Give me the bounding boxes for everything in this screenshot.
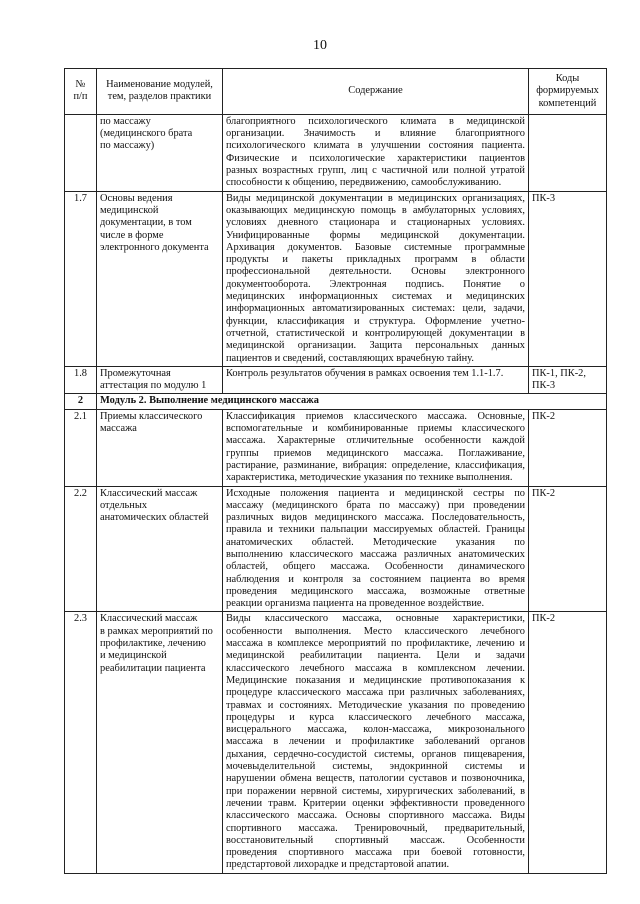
table-header-row xyxy=(65,69,607,115)
content-line: проведения спортивного массажа при боевой готовности, xyxy=(226,847,525,859)
content-line: процедуры и курса классического лечебного массажа, xyxy=(226,711,525,723)
row-number xyxy=(65,114,97,191)
content-line: мочевыделительной системы, эндокринной системы и xyxy=(226,761,525,773)
topic-name xyxy=(97,612,223,873)
content-line: массажу (медицинского брата по массажу) при проведении xyxy=(226,499,525,511)
content-line: Виды медицинской документации в медицинских организациях, xyxy=(226,192,525,204)
topic-content xyxy=(223,612,529,873)
topic-name-line: медицинской xyxy=(100,204,159,216)
competency-codes xyxy=(529,366,607,394)
content-line: наблюдения и контроля за состоянием пациента во время xyxy=(226,573,525,585)
topic-name-line: аттестация по модулю 1 xyxy=(100,380,207,392)
content-line: лечении травм. Критерии оценки эффективности проведенного xyxy=(226,797,525,809)
topic-name-line: анатомических областей xyxy=(100,512,209,524)
content-line: растирание, разминание, вибрация: определение, классификация, xyxy=(226,459,525,471)
content-line: способности к общению, передвижению, самообслуживанию. xyxy=(226,177,502,189)
content-line: массажа в лечении и профилактике заболеваний органов xyxy=(226,736,525,748)
row-number: 1.8 xyxy=(65,366,97,394)
content-line: Виды классического массажа, основные характеристики, xyxy=(226,613,525,625)
content-line: функции, классификация и структура. Оформление учетно- xyxy=(226,315,525,327)
content-line: классического лечебного массажа в комплексном лечении. xyxy=(226,662,525,674)
topic-name xyxy=(97,191,223,366)
table-row xyxy=(65,409,607,486)
competency-codes xyxy=(529,486,607,612)
header-num: № п/п xyxy=(65,69,97,115)
topic-content xyxy=(223,486,529,612)
content-line: классического массажа. Основы спортивного массажа. Виды xyxy=(226,810,525,822)
topic-name-line: числе в форме xyxy=(100,229,164,241)
topic-name-line: Промежуточная xyxy=(100,367,171,379)
topic-content xyxy=(223,114,529,191)
content-line: медицинской организации. Защита персональных данных xyxy=(226,340,525,352)
competency-code: ПК-2 xyxy=(532,613,556,625)
content-line: анатомических областей. Методические указания по xyxy=(226,536,525,548)
row-number: 1.7 xyxy=(65,191,97,366)
module-title: Модуль 2. Выполнение медицинского массажа xyxy=(97,394,607,409)
table-body xyxy=(65,114,607,873)
content-line: выполнению классического массажа различных анатомических xyxy=(226,548,525,560)
content-line: Исходные положения пациента и медицинской сестры по xyxy=(226,487,525,499)
content-line: Архивация документов. Базовые системные программные xyxy=(226,241,525,253)
content-line: отчетной, статистической и контролирующей документации в xyxy=(226,327,525,339)
content-line: предстартовой лихорадке и предстартовой апатии. xyxy=(226,859,450,871)
content-line: профессиональной деятельности. Основы электронного xyxy=(226,266,525,278)
content-line: продукты и пакеты прикладных программ в области xyxy=(226,254,525,266)
topic-name-line: Приемы классического xyxy=(100,410,203,422)
row-number: 2.1 xyxy=(65,409,97,486)
content-line: Унифицированные формы медицинской документации. xyxy=(226,229,525,241)
content-line: благоприятного психологического климата в медицинской xyxy=(226,115,525,127)
content-line: нарушении обмена веществ, патологии суставов и позвоночника, xyxy=(226,773,525,785)
content-line: оказывающих медицинскую помощь в амбулаторных условиях, xyxy=(226,204,525,216)
competency-code: ПК-2 xyxy=(532,487,556,499)
content-line: разных возрастных групп, лиц с частичной или полной утратой xyxy=(226,165,525,177)
content-line: Медицинские показания и медицинские противопоказания к xyxy=(226,674,525,686)
topic-content xyxy=(223,409,529,486)
content-line: характеристика, методические указания по технике выполнения. xyxy=(226,472,513,484)
topic-name-line: и медицинской xyxy=(100,650,167,662)
competency-codes xyxy=(529,612,607,873)
content-line: документооборота. Электронная подпись. Понятие о xyxy=(226,278,525,290)
competency-code: ПК-3 xyxy=(532,192,556,204)
content-line: спортивного массажа. Тренировочный, предварительный, xyxy=(226,822,525,834)
content-line: висцерального массажа, колон-массажа, микрозонального xyxy=(226,724,525,736)
topic-name-line: по массажу) xyxy=(100,140,155,152)
page-number: 10 xyxy=(313,38,327,53)
content-line: пациентов и сведений, составляющих врачебную тайну. xyxy=(226,352,474,364)
table-row xyxy=(65,114,607,191)
content-line: дыхания, сердечно-сосудистой системы, органов пищеварения, xyxy=(226,748,525,760)
competency-codes xyxy=(529,191,607,366)
topic-name-line: Классический массаж xyxy=(100,613,198,625)
content-line: различных видов медицинского массажа. Последовательность, xyxy=(226,512,525,524)
content-line: медицинской реабилитации пациента. Цели и задачи xyxy=(226,650,525,662)
topic-name-line: электронного документа xyxy=(100,241,209,253)
content-line: медицинских информационных системах и медицинских xyxy=(226,291,525,303)
content-line: массажа в комплексе мероприятий по профилактике, лечению и xyxy=(226,638,525,650)
content-line: информационных автоматизированных системах: цели, задачи, xyxy=(226,303,525,315)
topic-name-line: Классический массаж xyxy=(100,487,198,499)
competency-code: ПК-2 xyxy=(532,410,556,422)
header-name: Наименование модулей, тем, разделов практики xyxy=(97,69,223,115)
competency-codes xyxy=(529,114,607,191)
content-line: реакции организма пациента на проведенное воздействие. xyxy=(226,598,485,610)
topic-name-line: реабилитации пациента xyxy=(100,662,206,674)
table-row xyxy=(65,486,607,612)
topic-name xyxy=(97,114,223,191)
topic-name-line: отдельных xyxy=(100,499,148,511)
curriculum-table xyxy=(64,68,607,874)
content-line: группы приемов медицинского массажа. Поглаживание, xyxy=(226,447,525,459)
content-line: областей, общего массажа. Особенности динамического xyxy=(226,561,525,573)
competency-code: ПК-1, ПК-2, xyxy=(532,367,586,379)
content-line: массажа. Характерные отличительные особенности каждой xyxy=(226,435,525,447)
content-line: психологического климата в улучшении состояния пациента. xyxy=(226,140,525,152)
content-line: Классификация приемов классического массажа. Основные, xyxy=(226,410,525,422)
topic-name-line: по массажу xyxy=(100,115,151,127)
content-line: условиях дневного стационара и стационарных условиях. xyxy=(226,217,525,229)
header-content: Содержание xyxy=(223,69,529,115)
content-line: Физические и психологические характеристики пациентов xyxy=(226,152,525,164)
header-codes: Коды формируемых компетенций xyxy=(529,69,607,115)
topic-name-line: Основы ведения xyxy=(100,192,173,204)
content-line: правила и техники пальпации массируемых областей. Границы xyxy=(226,524,525,536)
topic-name-line: массажа xyxy=(100,423,137,435)
content-line: при поражении нервной системы, хирургических заболеваний, в xyxy=(226,785,525,797)
topic-name-line: в рамках мероприятий по xyxy=(100,625,213,637)
table-row xyxy=(65,612,607,873)
table-row xyxy=(65,366,607,394)
content-line: восстановительный спортивный массаж. Особенности xyxy=(226,834,525,846)
competency-code: ПК-3 xyxy=(532,380,556,392)
content-line: вспомогательные и комбинированные приемы классического xyxy=(226,423,525,435)
topic-content xyxy=(223,191,529,366)
content-line: организации. Значимость и влияние благоприятного xyxy=(226,128,525,140)
competency-codes xyxy=(529,409,607,486)
content-line: травмах и состояниях. Методические указания по проведению xyxy=(226,699,525,711)
module-row xyxy=(65,394,607,409)
content-line: особенности выполнения. Место классического лечебного xyxy=(226,625,525,637)
topic-name xyxy=(97,409,223,486)
content-line: проведения медицинского массажа, возможные ответные xyxy=(226,585,525,597)
row-number: 2 xyxy=(65,394,97,409)
topic-name-line: профилактике, лечению xyxy=(100,638,206,650)
topic-name-line: документации, в том xyxy=(100,217,192,229)
row-number: 2.2 xyxy=(65,486,97,612)
topic-name-line: (медицинского брата xyxy=(100,128,193,140)
content-line: Контроль результатов обучения в рамках освоения тем 1.1-1.7. xyxy=(226,367,504,379)
topic-content xyxy=(223,366,529,394)
topic-name xyxy=(97,366,223,394)
table-row xyxy=(65,191,607,366)
row-number: 2.3 xyxy=(65,612,97,873)
content-line: процедуре классического массажа при различных заболеваниях, xyxy=(226,687,525,699)
topic-name xyxy=(97,486,223,612)
